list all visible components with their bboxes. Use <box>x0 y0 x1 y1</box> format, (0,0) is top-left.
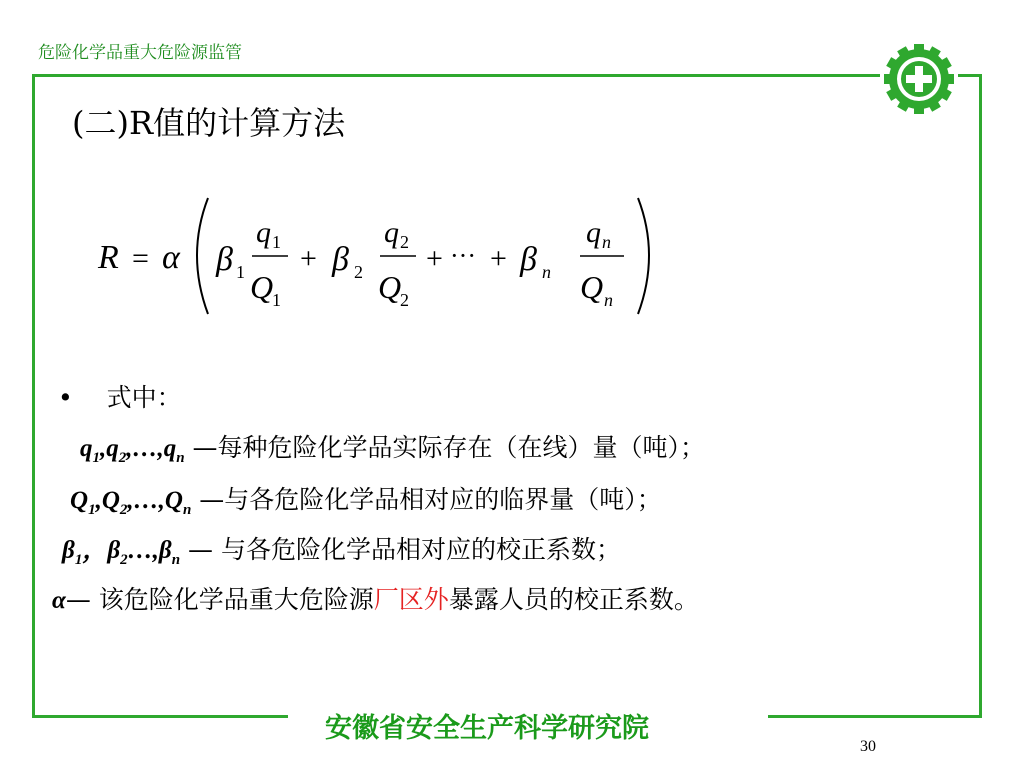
Q-definition-text: —与各危险化学品相对应的临界量（吨）； <box>199 485 662 514</box>
bullet: • <box>58 383 73 412</box>
Q-symbol-group: $Q_1,Q_2,\dots,Q_n$ <box>70 487 192 518</box>
formula-right-paren <box>638 198 649 314</box>
formula-dots: ··· <box>450 241 476 270</box>
definition-Q <box>70 480 662 519</box>
formula-r: R <box>98 239 119 276</box>
formula-Q-1: Q <box>250 269 274 305</box>
formula-Q-sub-1: 1 <box>272 290 281 310</box>
formula-equals: = <box>132 242 149 275</box>
formula-Q-2: Q <box>378 269 402 305</box>
alpha-definition-highlight: 厂区外 <box>373 585 449 614</box>
definition-beta <box>62 530 621 569</box>
formula-q-2: q <box>384 216 399 249</box>
footer-institute: 安徽省安全生产科学研究院 <box>325 713 649 744</box>
intro-label: 式中： <box>106 383 182 412</box>
formula-q-sub-1: 1 <box>272 232 281 252</box>
alpha-definition-text-after: 暴露人员的校正系数。 <box>448 585 699 614</box>
formula-plus-2: + <box>426 242 443 275</box>
formula-beta-sub-2: 2 <box>354 262 363 282</box>
formula-left-paren <box>197 198 208 314</box>
q-definition-text: —每种危险化学品实际存在（在线）量（吨）； <box>192 433 706 462</box>
formula-q-sub-2: 2 <box>400 232 409 252</box>
q-symbol-group: $q_1,q_2,\dots,q_n$ <box>80 435 185 466</box>
formula-beta-sub-n: n <box>542 262 551 282</box>
formula-beta-sub-1: 1 <box>236 262 245 282</box>
formula-q-1: q <box>256 216 271 249</box>
frame-right-line <box>979 74 982 718</box>
page-number: 30 <box>860 738 876 755</box>
frame-bottom-left-line <box>32 715 288 718</box>
r-value-formula <box>90 190 670 320</box>
frame-top-line <box>32 74 880 77</box>
beta-symbol-group: $\beta_1$，$\beta_2\dots,\beta_n$ <box>62 537 181 568</box>
definition-q <box>80 428 705 467</box>
formula-plus-3: + <box>490 242 507 275</box>
formula-beta-2: β <box>332 241 349 278</box>
alpha-definition-text-before: — 该危险化学品重大危险源 <box>65 585 374 614</box>
beta-definition-text: — 与各危险化学品相对应的校正系数； <box>188 535 621 564</box>
formula-q-sub-n: n <box>602 232 611 252</box>
formula-alpha: α <box>162 239 180 276</box>
formula-plus-1: + <box>300 242 317 275</box>
section-title: (二)R值的计算方法 <box>72 104 346 142</box>
definition-alpha <box>52 580 699 616</box>
safety-cross-gear-icon <box>878 44 960 114</box>
formula-Q-sub-2: 2 <box>400 290 409 310</box>
formula-Q-n: Q <box>580 269 604 305</box>
definitions-intro <box>58 378 182 414</box>
formula-Q-sub-n: n <box>604 290 613 310</box>
header-title: 危险化学品重大危险源监管 <box>38 43 242 63</box>
formula-beta-1: β <box>216 241 233 278</box>
frame-left-line <box>32 74 35 718</box>
frame-bottom-right-line <box>768 715 982 718</box>
alpha-symbol: α <box>52 587 66 614</box>
formula-q-n: q <box>586 216 601 249</box>
formula-beta-n: β <box>520 241 537 278</box>
